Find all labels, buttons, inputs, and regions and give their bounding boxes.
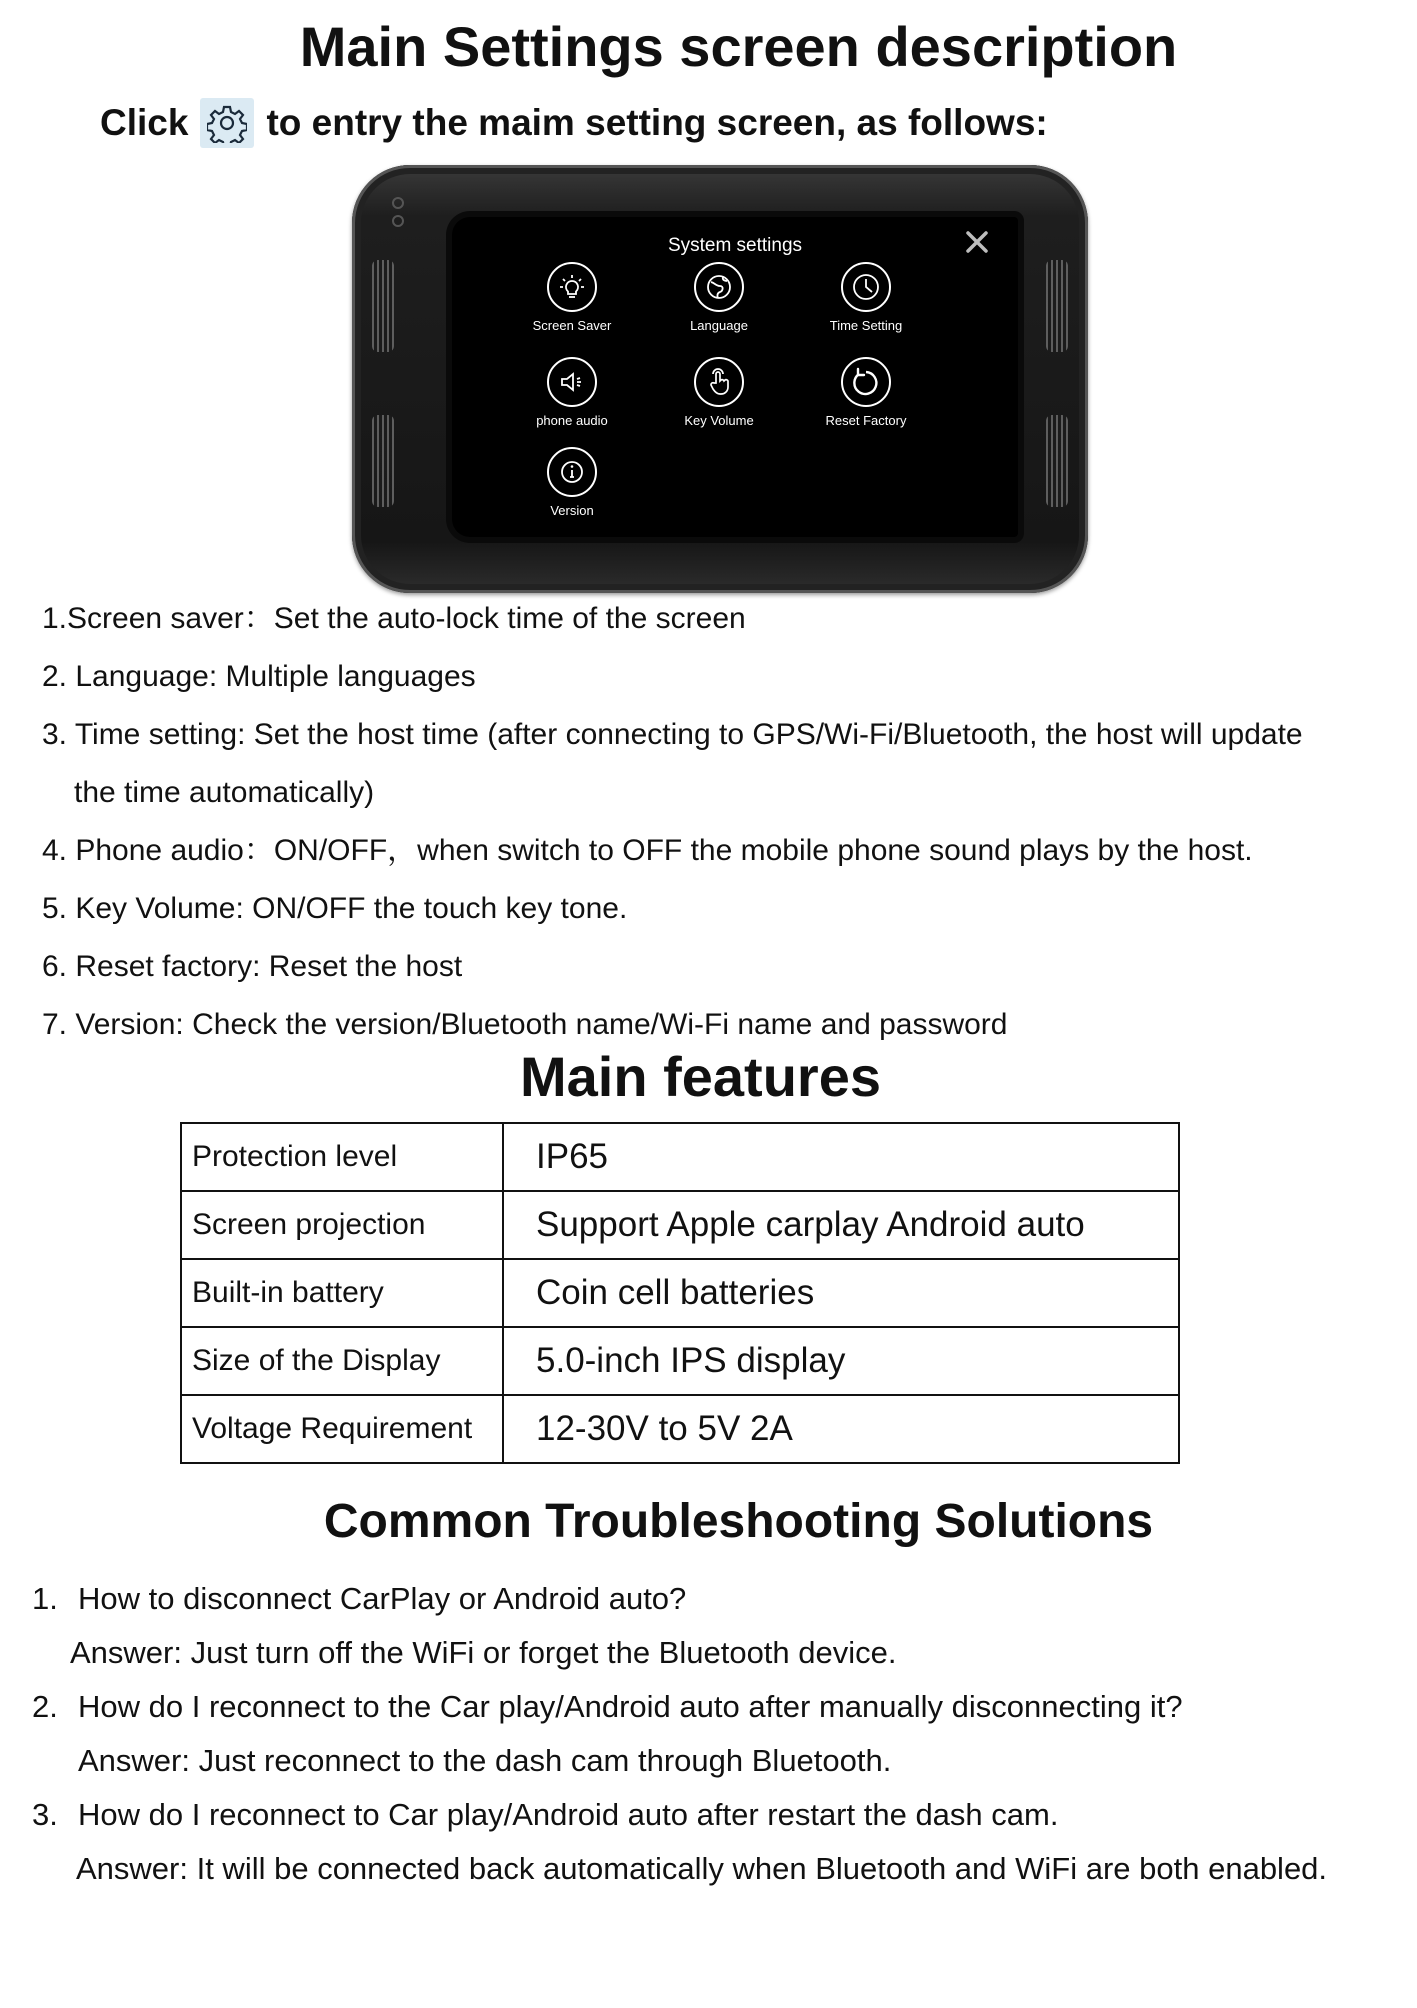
question-text: How to disconnect CarPlay or Android auto? (78, 1581, 687, 1616)
lightbulb-icon (547, 262, 597, 312)
intro-rest-text: to entry the maim setting screen, as follows: (266, 102, 1048, 143)
troubleshooting-title: Common Troubleshooting Solutions (323, 1495, 1154, 1548)
table-row (181, 1259, 1179, 1327)
feature-value: Support Apple carplay Android auto (503, 1191, 1179, 1259)
settings-description-list (42, 590, 1303, 1054)
list-item-continuation: the time automatically) (74, 776, 375, 809)
device-photo (352, 165, 1088, 593)
question-text: How do I reconnect to the Car play/Android auto after manually disconnecting it? (78, 1689, 1183, 1724)
question-number: 3. (32, 1797, 58, 1832)
version-label: Version (550, 503, 594, 518)
reset-factory-label: Reset Factory (825, 413, 907, 428)
gear-icon (200, 98, 254, 148)
table-row (181, 1395, 1179, 1463)
list-item: 5. Key Volume: ON/OFF the touch key tone. (42, 892, 628, 925)
question (32, 1788, 1327, 1842)
answer-text: Answer: Just reconnect to the dash cam through Bluetooth. (78, 1743, 892, 1778)
troubleshooting-list (32, 1572, 1327, 1896)
list-item: 1.Screen saver：Set the auto-lock time of the screen (42, 602, 746, 635)
question-text: How do I reconnect to Car play/Android auto after restart the dash cam. (78, 1797, 1059, 1832)
device-right-grip-top (1046, 260, 1068, 352)
question-number: 2. (32, 1689, 58, 1724)
phone-audio-label: phone audio (536, 413, 608, 428)
version-button[interactable] (502, 447, 642, 518)
page-title: Main Settings screen description (299, 15, 1178, 78)
list-item: 2. Language: Multiple languages (42, 660, 476, 693)
feature-value: Coin cell batteries (503, 1259, 1179, 1327)
key-volume-button[interactable] (649, 357, 789, 428)
list-item: 7. Version: Check the version/Bluetooth name/Wi-Fi name and password (42, 1008, 1008, 1041)
intro-click-text: Click (100, 102, 189, 143)
device-indicator-dots (392, 197, 404, 233)
answer-text: Answer: It will be connected back automatically when Bluetooth and WiFi are both enabled. (76, 1851, 1328, 1886)
globe-icon (694, 262, 744, 312)
feature-key: Protection level (181, 1123, 503, 1191)
feature-value: 5.0-inch IPS display (503, 1327, 1179, 1395)
table-row (181, 1123, 1179, 1191)
language-button[interactable] (649, 262, 789, 333)
reset-icon (841, 357, 891, 407)
key-volume-label: Key Volume (684, 413, 754, 428)
time-setting-button[interactable] (796, 262, 936, 333)
features-title: Main features (520, 1045, 881, 1108)
screen-saver-button[interactable] (502, 262, 642, 333)
screen-saver-label: Screen Saver (532, 318, 612, 333)
feature-value: IP65 (503, 1123, 1179, 1191)
time-setting-label: Time Setting (829, 318, 903, 333)
device-right-grip-bottom (1046, 415, 1068, 507)
list-item: 3. Time setting: Set the host time (after connecting to GPS/Wi-Fi/Bluetooth, the host will update (42, 718, 1303, 751)
touch-hand-icon (694, 357, 744, 407)
device-left-grip-bottom (372, 415, 394, 507)
screen-title: System settings (667, 235, 803, 256)
intro-line (100, 98, 1048, 148)
features-table (180, 1122, 1180, 1464)
table-row (181, 1191, 1179, 1259)
reset-factory-button[interactable] (796, 357, 936, 428)
feature-key: Voltage Requirement (181, 1395, 503, 1463)
close-icon[interactable] (964, 229, 990, 260)
answer-text: Answer: Just turn off the WiFi or forget the Bluetooth device. (70, 1635, 897, 1670)
language-label: Language (690, 318, 748, 333)
table-row (181, 1327, 1179, 1395)
list-item: 6. Reset factory: Reset the host (42, 950, 463, 983)
question (32, 1572, 1327, 1626)
speaker-icon (547, 357, 597, 407)
question-number: 1. (32, 1581, 58, 1616)
feature-key: Built-in battery (181, 1259, 503, 1327)
phone-audio-button[interactable] (502, 357, 642, 428)
clock-icon (841, 262, 891, 312)
feature-value: 12-30V to 5V 2A (503, 1395, 1179, 1463)
info-icon (547, 447, 597, 497)
device-screen (452, 217, 1018, 537)
feature-key: Screen projection (181, 1191, 503, 1259)
feature-key: Size of the Display (181, 1327, 503, 1395)
list-item: 4. Phone audio：ON/OFF，when switch to OFF the mobile phone sound plays by the host. (42, 834, 1253, 867)
device-left-grip-top (372, 260, 394, 352)
question (32, 1680, 1327, 1734)
